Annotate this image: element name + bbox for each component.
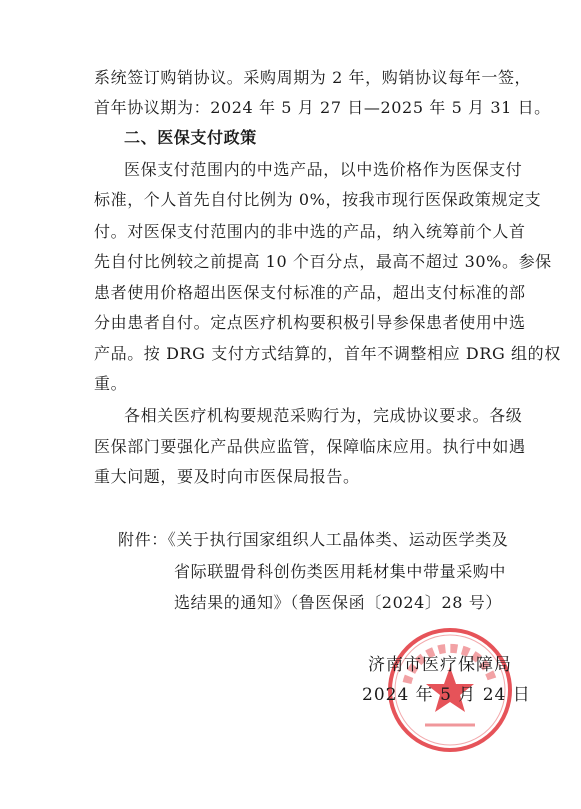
body-line: 系统签订购销协议。采购周期为 2 年，购销协议每年一签， <box>94 68 532 87</box>
body-line: 首年协议期为：2024 年 5 月 27 日—2025 年 5 月 31 日。 <box>94 98 551 117</box>
attachment-line: 省际联盟骨科创伤类医用耗材集中带量采购中 <box>174 562 507 581</box>
body-line: 产品。按 DRG 支付方式结算的，首年不调整相应 DRG 组的权 <box>94 344 561 363</box>
attachment-line: 附件：《关于执行国家组织人工晶体类、运动医学类及 <box>118 530 509 549</box>
body-line: 重。 <box>94 374 128 393</box>
body-line: 患者使用价格超出医保支付标准的产品，超出支付标准的部 <box>94 283 526 302</box>
body-line: 医保部门要强化产品供应监管，保障临床应用。执行中如遇 <box>94 437 526 456</box>
issue-date: 2024 年 5 月 24 日 <box>362 685 531 705</box>
body-line: 先自付比例较之前提高 10 个百分点，最高不超过 30%。参保 <box>94 252 552 271</box>
body-line: 分由患者自付。定点医疗机构要积极引导参保患者使用中选 <box>94 313 526 332</box>
body-line: 付。对医保支付范围内的非中选的产品，纳入统筹前个人首 <box>94 222 526 241</box>
body-line: 重大问题，要及时向市医保局报告。 <box>94 467 360 486</box>
body-line: 各相关医疗机构要规范采购行为，完成协议要求。各级 <box>124 406 523 425</box>
body-line: 医保支付范围内的中选产品，以中选价格作为医保支付 <box>124 160 523 179</box>
body-line: 标准，个人首先自付比例为 0%，按我市现行医保政策规定支 <box>94 190 542 209</box>
issuing-organization: 济南市医疗保障局 <box>368 655 512 675</box>
attachment-line: 选结果的通知》（鲁医保函〔2024〕28 号） <box>174 593 502 612</box>
section-heading: 二、医保支付政策 <box>124 128 257 147</box>
